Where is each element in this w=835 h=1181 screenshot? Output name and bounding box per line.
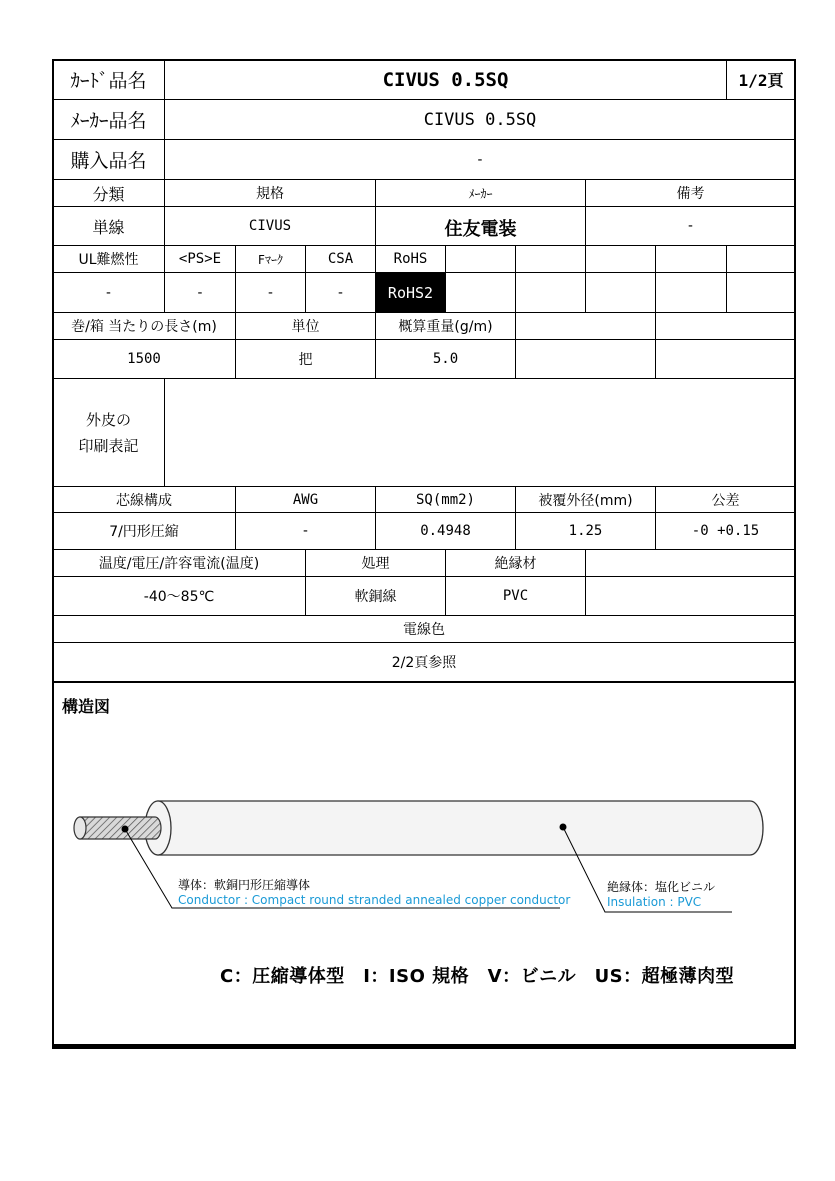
page-number: 1/2頁 <box>738 71 784 90</box>
printing-label-line2: 印刷表記 <box>78 436 139 455</box>
purchase-name-label: 購入品名 <box>70 150 147 172</box>
fmark-value: - <box>266 284 275 301</box>
treatment-value: 軟銅線 <box>354 589 397 605</box>
weight-value: 5.0 <box>432 351 459 367</box>
fmark-header: Fﾏｰｸ <box>258 252 283 267</box>
insulation-header: 絶縁材 <box>494 556 537 572</box>
structure-title: 構造図 <box>62 697 111 716</box>
cable-insulation <box>145 801 763 855</box>
structure-header: 芯線構成 <box>116 492 172 509</box>
purchase-name-value: - <box>475 151 485 168</box>
tolerance-header: 公差 <box>711 492 740 509</box>
rohs-header: RoHS <box>393 251 428 267</box>
cable-conductor <box>74 817 161 839</box>
ul-value: - <box>104 284 113 301</box>
temperature-header: 温度/電圧/許容電流(温度) <box>98 556 260 572</box>
card-name-value: CIVUS 0.5SQ <box>382 68 509 91</box>
conductor-caption-en: Conductor : Compact round stranded annealed copper conductor <box>178 893 571 907</box>
temperature-value: -40～85℃ <box>143 589 215 605</box>
wire-color-value: 2/2頁参照 <box>391 655 457 671</box>
awg-header: AWG <box>292 491 319 508</box>
category-value: 単線 <box>92 217 125 237</box>
weight-header: 概算重量(g/m) <box>398 319 493 335</box>
rohs-badge: RoHS2 <box>376 273 445 312</box>
od-value: 1.25 <box>568 523 603 539</box>
sq-value: 0.4948 <box>420 523 471 539</box>
remarks-header: 備考 <box>676 186 705 202</box>
insulation-value: PVC <box>502 588 529 604</box>
maker-name-value: CIVUS 0.5SQ <box>423 109 537 130</box>
od-header: 被覆外径(mm) <box>538 492 633 509</box>
maker-name-label: ﾒｰｶｰ品名 <box>70 110 147 132</box>
wire-color-header: 電線色 <box>403 622 445 638</box>
sq-header: SQ(mm2) <box>415 491 475 508</box>
length-header: 巻/箱 当たりの長さ(m) <box>71 319 217 335</box>
category-header: 分類 <box>92 184 125 204</box>
model-code-legend: C：圧縮導体型 I：ISO 規格 V：ビニル US：超極薄肉型 <box>220 966 735 987</box>
pse-value: - <box>195 284 205 301</box>
treatment-header: 処理 <box>361 556 390 572</box>
csa-header: CSA <box>327 251 354 267</box>
csa-value: - <box>336 284 345 301</box>
insulation-caption-jp: 絶縁体：塩化ビニル <box>607 880 716 894</box>
remarks-value: - <box>686 218 695 234</box>
maker-header: ﾒｰｶｰ <box>468 186 493 201</box>
spec-value: CIVUS <box>248 218 292 234</box>
ul-header: UL難燃性 <box>78 252 139 268</box>
unit-header: 単位 <box>291 319 320 335</box>
maker-value: 住友電装 <box>444 219 517 240</box>
printing-label-line1: 外皮の <box>85 410 131 429</box>
unit-value: 把 <box>298 352 313 368</box>
awg-value: - <box>301 523 310 539</box>
conductor-caption-jp: 導体：軟銅円形圧縮導体 <box>178 878 311 892</box>
insulation-caption-en: Insulation : PVC <box>607 895 702 909</box>
card-name-label: ｶｰﾄﾞ品名 <box>70 70 147 92</box>
structure-value: 7/円形圧縮 <box>109 524 179 540</box>
spec-header: 規格 <box>256 186 284 202</box>
tolerance-value: -0 +0.15 <box>691 523 760 539</box>
pse-header: <PS>E <box>178 251 222 267</box>
length-value: 1500 <box>127 351 161 367</box>
